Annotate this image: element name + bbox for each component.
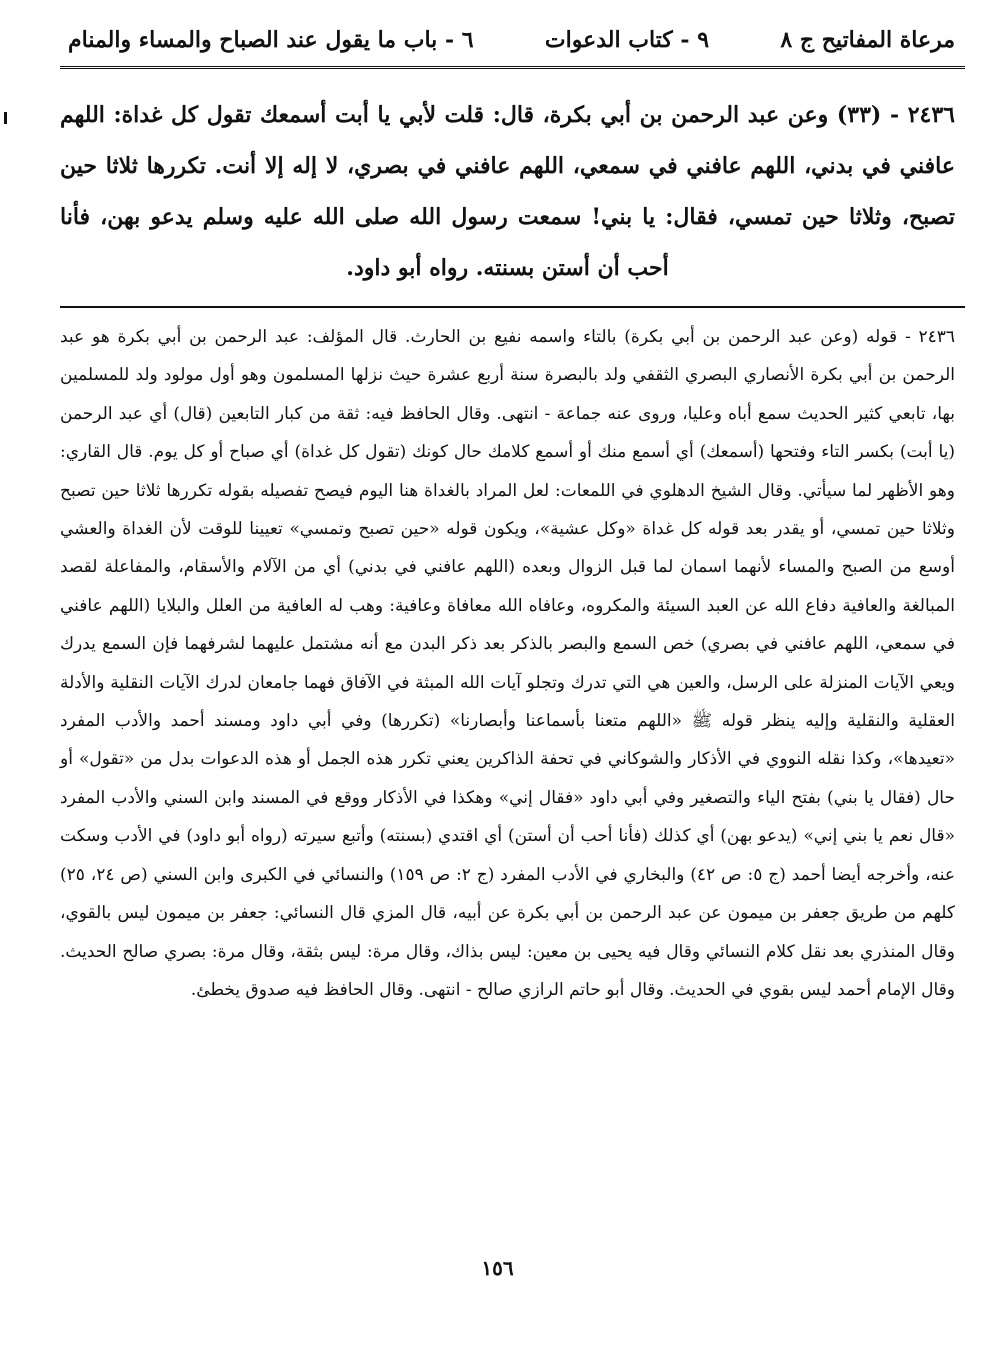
page-number: ١٥٦: [481, 1256, 514, 1280]
header-chapter: ٩ - كتاب الدعوات: [544, 27, 710, 53]
commentary-block: [60, 318, 955, 1009]
hadith-divider: [60, 306, 965, 308]
hadith-text: ٢٤٣٦ - (٣٣) وعن عبد الرحمن بن أبي بكرة، قال: قلت لأبي يا أبت أسمعك تقول كل غداة: اللهم عافني في بدني، اللهم عافني في سمعي، اللهم عافني في بصري، لا إله إلا أنت. تكررها ثلاثا حين تصبح، وثلاثا حين تمسي، فقال: يا بني! سمعت رسول الله صلى الله عليه وسلم يدعو بهن، فأنا أحب أن أستن بسنته. رواه أبو داود.: [60, 102, 955, 281]
margin-mark: [4, 112, 7, 124]
header-section: ٦ - باب ما يقول عند الصباح والمساء والمنام: [68, 27, 474, 53]
header-divider: [60, 66, 965, 69]
commentary-text: ٢٤٣٦ - قوله (وعن عبد الرحمن بن أبي بكرة) بالتاء واسمه نفيع بن الحارث. قال المؤلف: عبد الرحمن بن أبي بكرة هو عبد الرحمن بن أبي بكرة الأنصاري البصري الثقفي ولد بالبصرة سنة أربع عشرة حيث نزلها المسلمون وهو أول مولود ولد للمسلمين بها، تابعي كثير الحديث سمع أباه وعليا، وروى عنه جماعة - انتهى. وقال الحافظ فيه: ثقة من كبار التابعين (قال) أي عبد الرحمن (يا أبت) بكسر التاء وفتحها (أسمعك) أي أسمع منك أو أسمع كلامك حال كونك (تقول كل غداة) أي صباح أو كل يوم. قال القاري: وهو الأظهر لما سيأتي. وقال الشيخ الدهلوي في اللمعات: لعل المراد بالغداة هنا اليوم فيصح تفصيله بقوله تكررها ثلاثا حين تصبح وثلاثا حين تمسي، أو يقدر بعد قوله كل غداة «وكل عشية»، ويكون قوله «حين تصبح وتمسي» تعيينا للوقت لأن الغداة والعشي أوسع من الصبح والمساء لأنهما اسمان لما قبل الزوال وبعده (اللهم عافني في بدني) أي من الآلام والأسقام، والمفاعلة لقصد المبالغة والعافية دفاع الله عن العبد السيئة والمكروه، وعافاه الله معافاة وعافية: وهب له العافية من العلل والبلايا (اللهم عافني في سمعي، اللهم عافني في بصري) خص السمع والبصر بالذكر بعد ذكر البدن مع أنه مشتمل عليهما لشرفهما فإن السمع يدرك ويعي الآيات المنزلة على الرسل، والعين هي التي تدرك وتجلو آيات الله المبثة في الآفاق فهما جامعان لدرك الآيات النقلية والأدلة العقلية والنقلية وإليه ينظر قوله ﷺ «اللهم متعنا بأسماعنا وأبصارنا» (تكررها) وفي أبي داود ومسند أحمد والأدب المفرد «تعيدها»، وكذا نقله النووي في الأذكار والشوكاني في تحفة الذاكرين يعني تكرر هذه الجمل أو هذه الدعوات بدل من «تقول» أو حال (فقال يا بني) بفتح الياء والتصغير وفي أبي داود «فقال إني» وهكذا في الأذكار ووقع في المسند وابن السني والأدب المفرد «قال نعم يا بني إني» (يدعو بهن) أي كذلك (فأنا أحب أن أستن) أي اقتدي (بسنته) وأتبع سيرته (رواه أبو داود) في الأدب وسكت عنه، وأخرجه أيضا أحمد (ج ٥: ص ٤٢) والبخاري في الأدب المفرد (ج ٢: ص ١٥٩) والنسائي في الكبرى وابن السني (ص ٢٤، ٢٥) كلهم من طريق جعفر بن ميمون عن عبد الرحمن بن أبي بكرة عن أبيه، قال المزي قال النسائي: جعفر بن ميمون ليس بالقوي، وقال المنذري بعد نقل كلام النسائي وقال فيه يحيى بن معين: ليس بذاك، وقال مرة: ليس بثقة، وقال مرة: بصري صالح الحديث. وقال الإمام أحمد ليس بقوي في الحديث. وقال أبو حاتم الرازي صالح - انتهى. وقال الحافظ فيه صدوق يخطئ.: [60, 327, 955, 1000]
running-header: [68, 14, 955, 66]
header-book-title: مرعاة المفاتيح ج ٨: [780, 27, 955, 53]
